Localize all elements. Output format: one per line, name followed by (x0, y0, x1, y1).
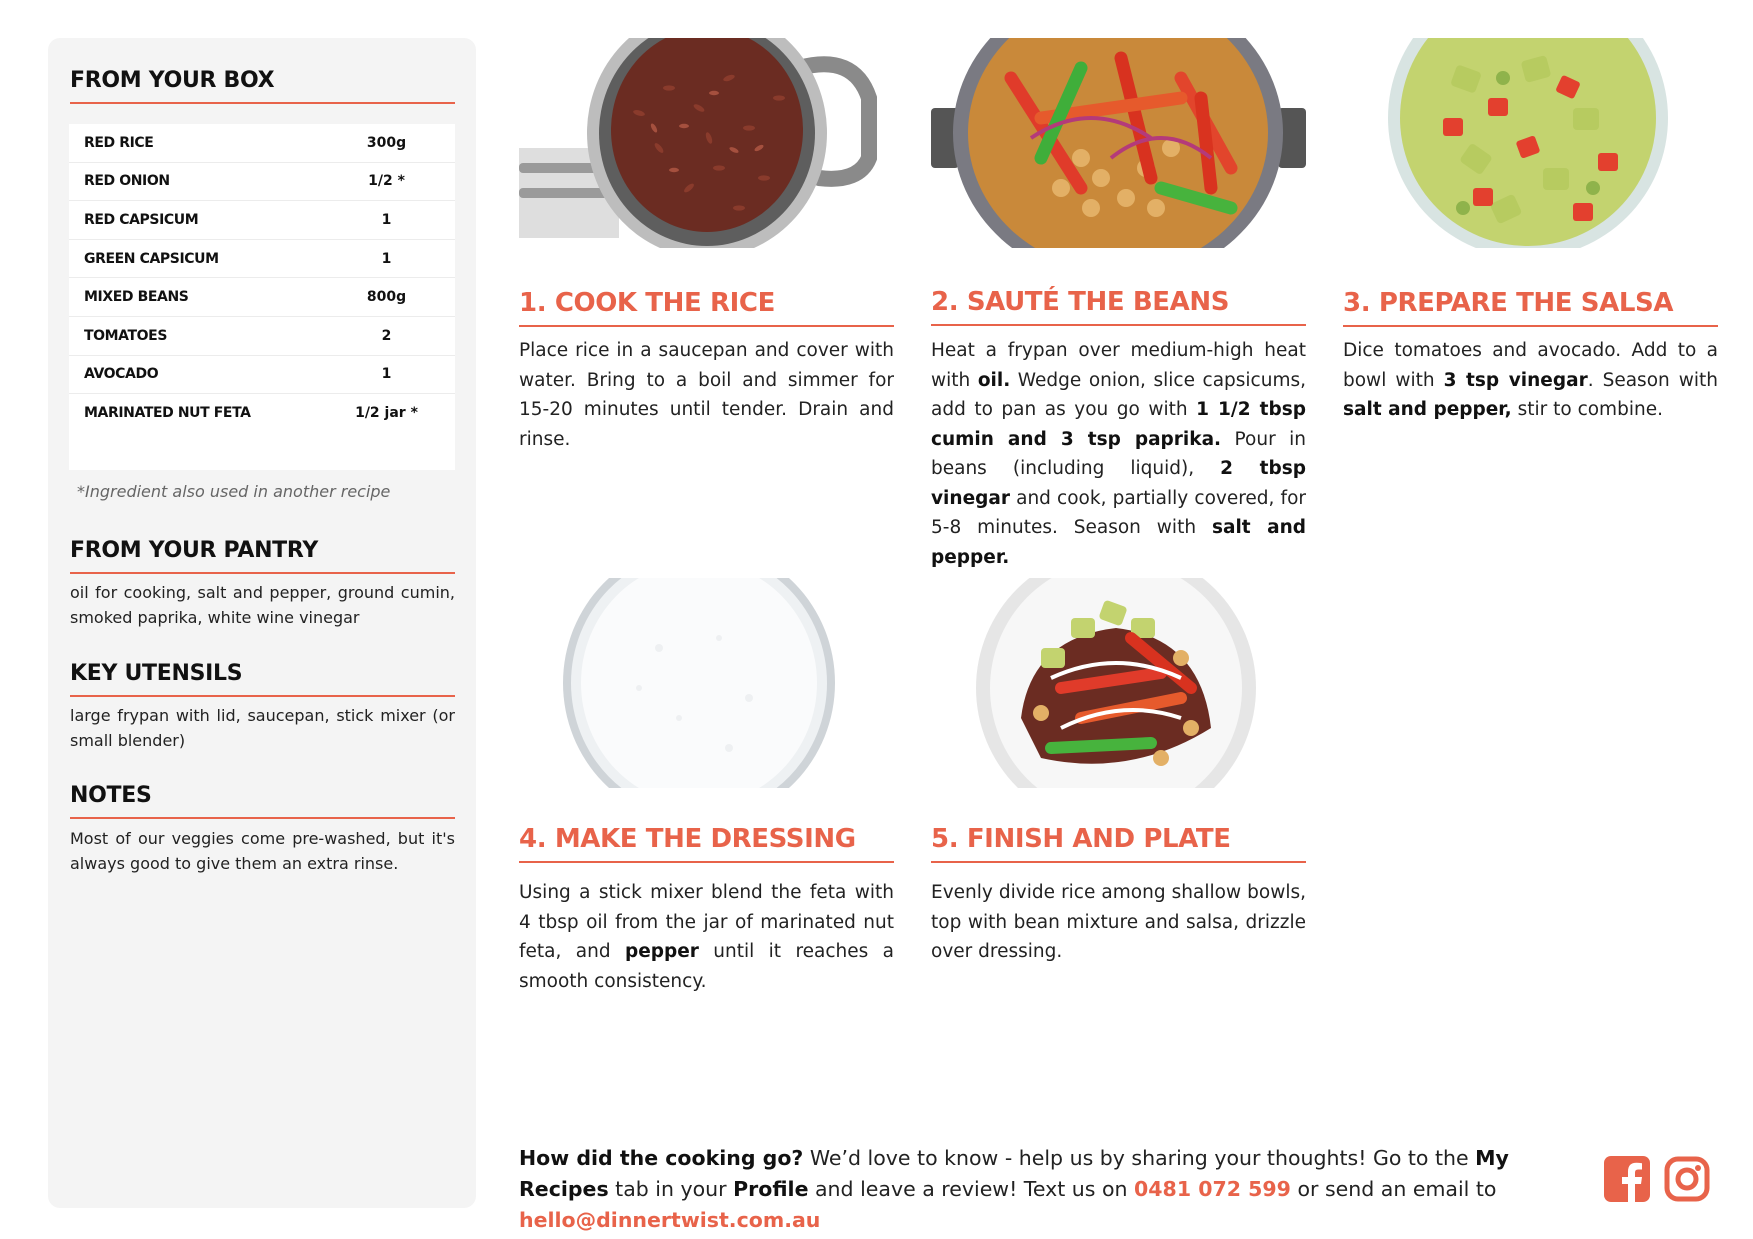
feedback-text-3: and leave a review! Text us on (808, 1177, 1135, 1201)
step-1-title: 1. COOK THE RICE (519, 288, 894, 327)
profile-label: Profile (733, 1177, 809, 1201)
bold-instruction-fragment: salt and pepper, (1343, 399, 1512, 420)
ingredient-name: RED CAPSICUM (84, 211, 199, 228)
ingredient-row (69, 240, 455, 279)
instagram-icon[interactable] (1664, 1156, 1710, 1202)
instruction-fragment: Pour in beans (including liquid), (931, 428, 1306, 479)
dressing-jar-image (519, 578, 894, 788)
ingredients-sidebar (48, 38, 476, 1208)
step-3-title: 3. PREPARE THE SALSA (1343, 288, 1718, 327)
step-3 (1343, 38, 1718, 518)
bold-instruction-fragment: oil. (977, 369, 1011, 391)
ingredient-name: RED ONION (84, 173, 170, 190)
ingredient-row (69, 394, 455, 433)
instruction-fragment: Dice tomatoes and avocado. Add to a bowl with (1343, 340, 1718, 391)
notes-title: NOTES (70, 783, 455, 819)
phone-number-link[interactable]: 0481 072 599 (1134, 1177, 1291, 1201)
feedback-question: How did the cooking go? (519, 1146, 804, 1170)
step-4-text (519, 878, 894, 996)
instruction-fragment: Place rice in a saucepan and cover with water. Bring to a boil and simmer for 15-20 minutes until tender. Drain and rinse. (519, 340, 894, 450)
instruction-fragment: Evenly divide rice among shallow bowls, top with bean mixture and salsa, drizzle over dressing. (931, 882, 1306, 962)
ingredient-qty: 2 (381, 327, 392, 344)
bold-instruction-fragment: 2 tbsp vinegar (931, 458, 1306, 509)
instruction-fragment: and cook, partially covered, for 5-8 minutes. Season with (931, 487, 1306, 538)
bold-instruction-fragment: 3 tsp vinegar (1443, 369, 1588, 391)
step-4-title: 4. MAKE THE DRESSING (519, 824, 894, 863)
instruction-fragment: Heat a frypan over medium-high heat with (931, 340, 1306, 391)
salsa-bowl-image (1343, 38, 1718, 248)
step-1-photo (519, 38, 894, 248)
step-2 (931, 38, 1306, 568)
frypan-beans-image (931, 38, 1306, 248)
instruction-fragment: Using a stick mixer blend the feta with 4 tbsp oil from the jar of marinated nut feta, and (519, 882, 894, 962)
step-2-photo (931, 38, 1306, 248)
bold-instruction-fragment: pepper (624, 941, 699, 962)
step-2-title: 2. SAUTÉ THE BEANS (931, 287, 1306, 326)
step-1 (519, 38, 894, 518)
bold-instruction-fragment: salt and pepper. (931, 517, 1306, 568)
ingredient-qty: 1 (381, 211, 392, 228)
ingredient-qty: 300g (366, 134, 407, 151)
plated-bowl-image (931, 578, 1306, 788)
step-4-photo (519, 578, 894, 788)
feedback-text-1: We’d love to know - help us by sharing your thoughts! Go to the (803, 1146, 1476, 1170)
instruction-fragment: stir to combine. (1511, 399, 1663, 420)
utensils-text: large frypan with lid, saucepan, stick mixer (or small blender) (70, 706, 455, 750)
ingredient-qty: 1/2 * (368, 173, 405, 190)
email-link[interactable]: hello@dinnertwist.com.au (519, 1208, 821, 1232)
shared-ingredient-note: *Ingredient also used in another recipe (77, 482, 391, 501)
ingredient-name: GREEN CAPSICUM (84, 250, 219, 267)
pantry-text: oil for cooking, salt and pepper, ground cumin, smoked paprika, white wine vinegar (70, 583, 455, 627)
step-1-text (519, 336, 894, 454)
ingredient-name: MIXED BEANS (84, 289, 189, 306)
ingredients-table (69, 124, 455, 470)
feedback-footer (519, 1143, 1589, 1236)
ingredient-qty: 1 (381, 250, 392, 267)
my-recipes-label: My Recipes (519, 1146, 1509, 1201)
ingredient-row (69, 163, 455, 202)
instruction-fragment: until it reaches a smooth consistency. (519, 941, 894, 992)
step-3-text (1343, 336, 1718, 425)
utensils-title: KEY UTENSILS (70, 661, 455, 697)
ingredient-qty: 1 (381, 366, 392, 383)
ingredient-row (69, 201, 455, 240)
step-5-text (931, 878, 1306, 967)
ingredient-qty: 800g (366, 289, 407, 306)
step-5-title: 5. FINISH AND PLATE (931, 824, 1306, 863)
step-5-photo (931, 578, 1306, 788)
ingredient-name: MARINATED NUT FETA (84, 405, 251, 422)
feedback-text-2: tab in your (608, 1177, 734, 1201)
instruction-fragment: Wedge onion, slice capsicums, add to pan as you go with (931, 369, 1306, 420)
facebook-icon[interactable] (1604, 1156, 1650, 1202)
ingredient-name: AVOCADO (84, 366, 159, 383)
pantry-title: FROM YOUR PANTRY (70, 538, 455, 574)
red-rice-strainer-image (519, 38, 894, 248)
ingredient-name: RED RICE (84, 134, 154, 151)
from-box-title: FROM YOUR BOX (70, 68, 455, 104)
step-4 (519, 578, 894, 998)
ingredient-row (69, 278, 455, 317)
ingredient-name: TOMATOES (84, 327, 168, 344)
ingredient-row (69, 124, 455, 163)
bold-instruction-fragment: 1 1/2 tbsp cumin and 3 tsp paprika. (931, 399, 1306, 450)
feedback-text-4: or send an email to (1290, 1177, 1497, 1201)
ingredient-qty: 1/2 jar * (355, 405, 418, 422)
instruction-fragment: . Season with (1587, 369, 1718, 391)
step-5 (931, 578, 1306, 998)
step-2-text (931, 336, 1306, 572)
ingredient-row (69, 356, 455, 395)
step-3-photo (1343, 38, 1718, 248)
ingredient-row (69, 317, 455, 356)
notes-text: Most of our veggies come pre-washed, but it's always good to give them an extra rinse. (70, 829, 455, 873)
